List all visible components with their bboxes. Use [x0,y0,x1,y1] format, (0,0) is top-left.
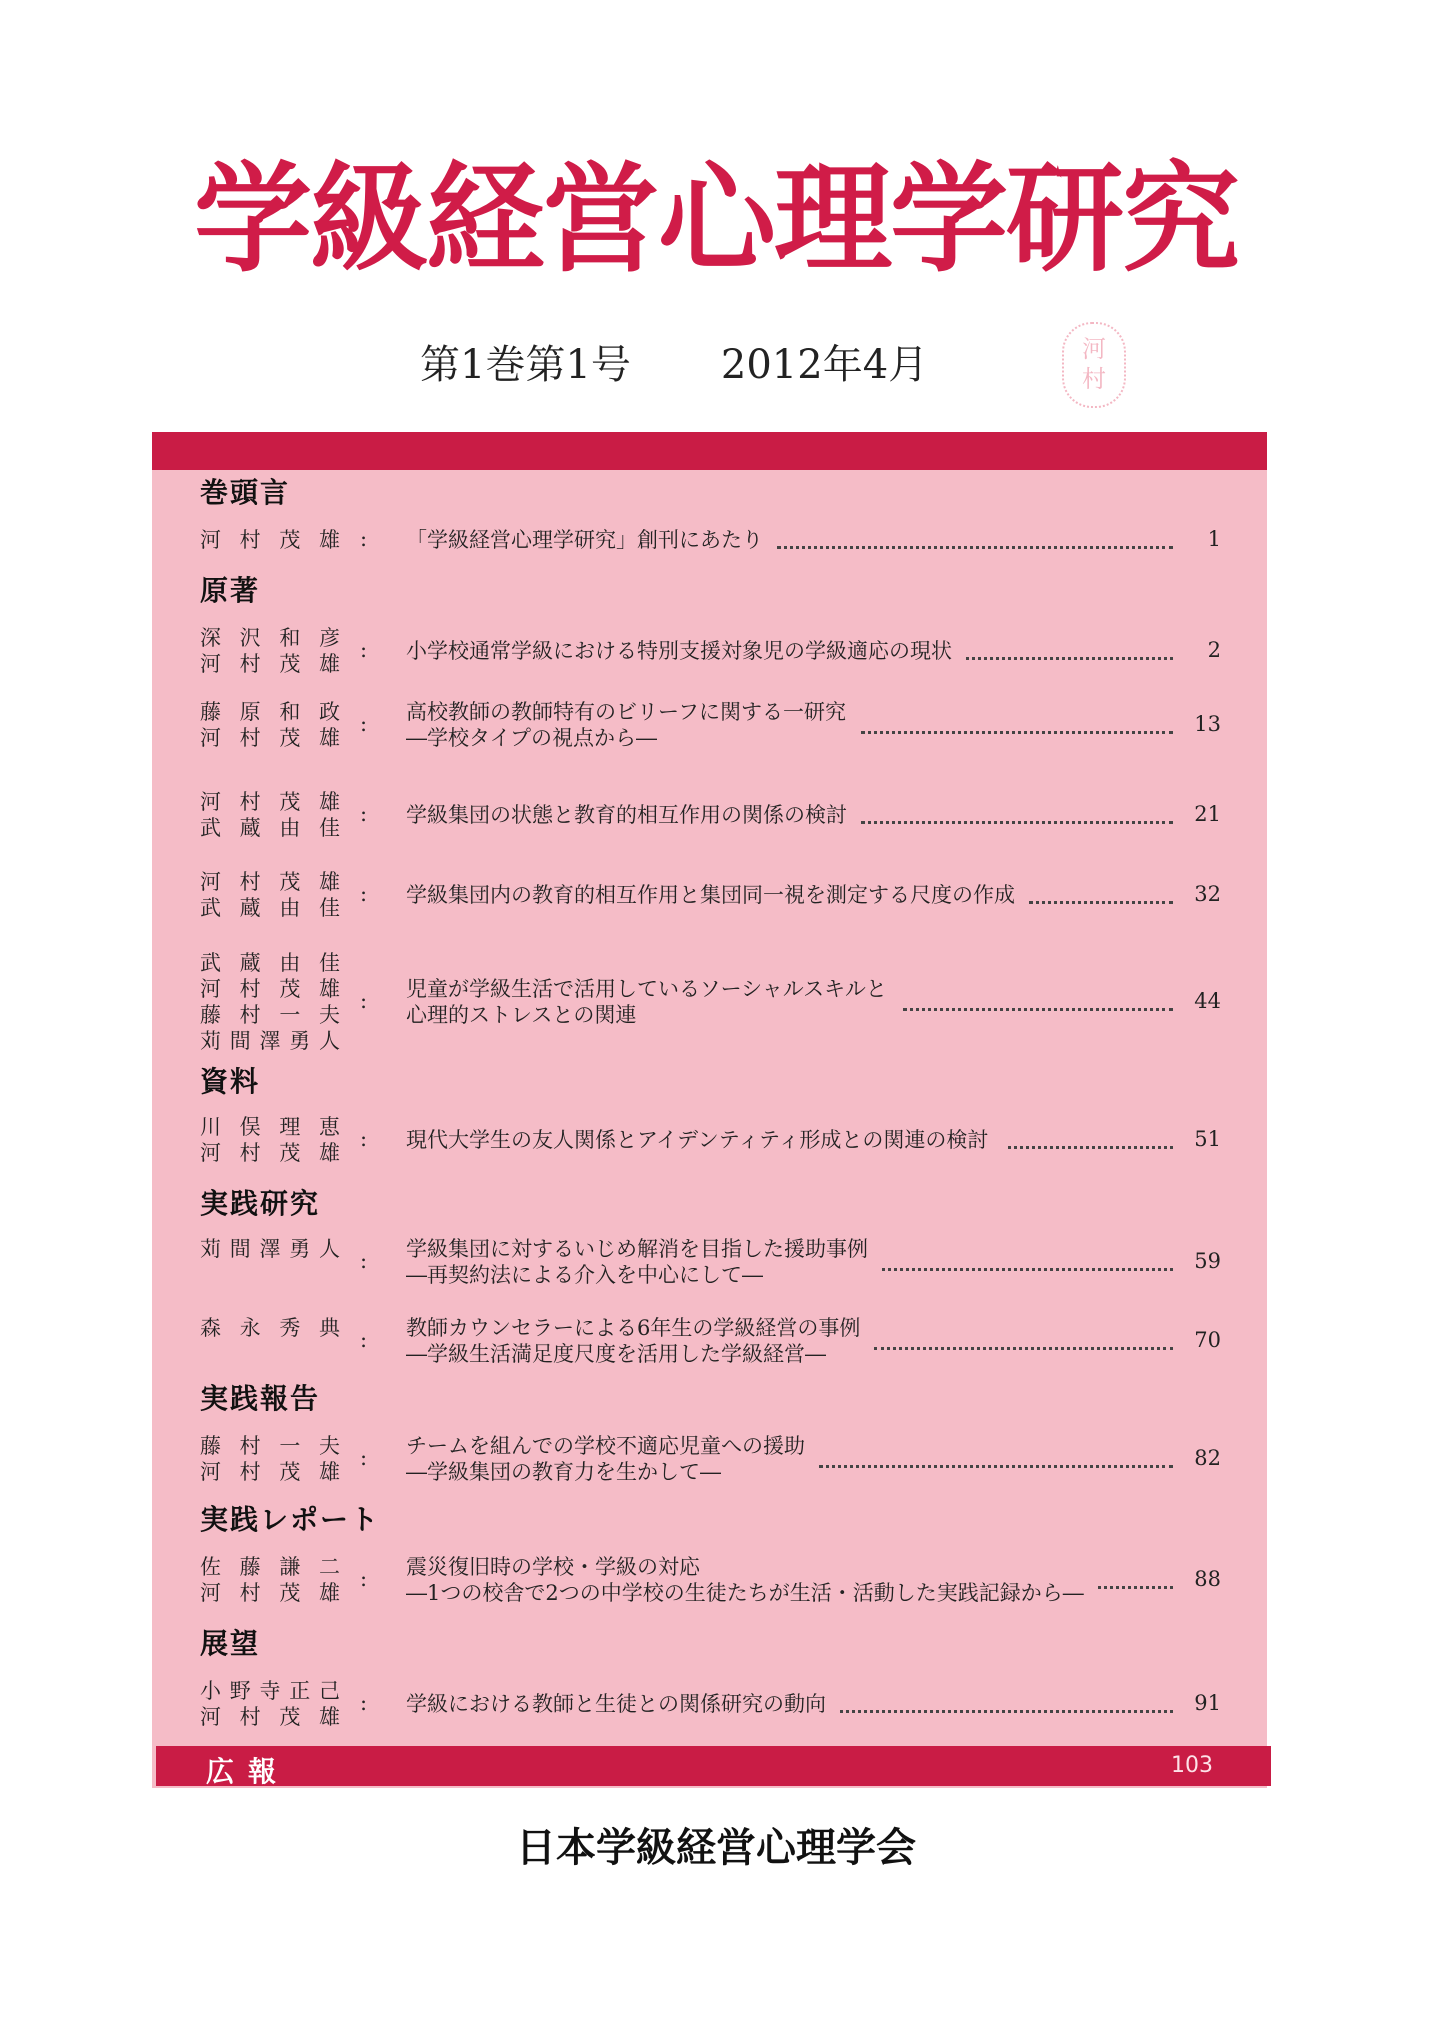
volume-issue: 第1巻第1号 [420,342,631,388]
page-number: 2 [1207,638,1221,662]
author-colon: : [360,1249,368,1273]
title-line: 現代大学生の友人関係とアイデンティティ形成との関連の検討 [406,1128,989,1152]
author-name: 武 蔵 由 佳 [200,896,340,920]
author-colon: : [360,1127,368,1151]
entry-authors [200,1678,340,1730]
author-colon: : [360,989,368,1013]
author-name: 河 村 茂 雄 [200,1705,340,1729]
author-name: 武 蔵 由 佳 [200,951,340,975]
seal-stamp [1062,322,1126,408]
leader-dots [840,1710,1173,1713]
title-line: 児童が学級生活で活用しているソーシャルスキルと [406,977,887,1001]
leader-dots [777,546,1173,549]
toc-entry[interactable] [152,1554,1267,1606]
entry-authors [200,1554,340,1606]
leader-dots [1008,1146,1173,1149]
leader-dots [861,821,1173,824]
entry-title [406,638,952,664]
page-number: 21 [1194,802,1221,826]
entry-title [406,1691,826,1717]
toc-top-bar [152,432,1267,470]
page-number: 44 [1194,989,1221,1013]
toc-footer-bar [156,1746,1271,1786]
page-number: 91 [1194,1691,1221,1715]
title-line: チームを組んでの学校不適応児童への援助 [406,1434,805,1458]
toc-entry[interactable] [152,950,1267,1054]
entry-authors [200,789,340,841]
toc-entry[interactable] [152,1433,1267,1485]
leader-dots [861,731,1173,734]
entry-title [406,699,846,751]
title-line: ―学校タイプの視点から― [406,726,657,750]
entry-authors [200,1315,340,1341]
page-number: 70 [1194,1328,1221,1352]
seal-char: 村 [1082,365,1106,393]
title-line: ―学級集団の教育力を生かして― [406,1460,721,1484]
page-number: 59 [1194,1249,1221,1273]
toc-entry[interactable] [152,1236,1267,1288]
author-name: 河 村 茂 雄 [200,1460,340,1484]
title-line: 小学校通常学級における特別支援対象児の学級適応の現状 [406,639,952,663]
entry-title [406,527,763,553]
author-name: 河 村 茂 雄 [200,870,340,894]
entry-title [406,802,847,828]
author-name: 深 沢 和 彦 [200,626,340,650]
entry-title [406,882,1015,908]
author-name: 苅 間 澤 勇 人 [200,1237,340,1261]
leader-dots [819,1465,1173,1468]
entry-title [406,1315,860,1367]
author-colon: : [360,1691,368,1715]
title-line: ―学級生活満足度尺度を活用した学級経営― [406,1342,826,1366]
section-heading: 巻頭言 [200,476,291,509]
page-number: 51 [1194,1127,1221,1151]
author-name: 武 蔵 由 佳 [200,816,340,840]
toc-entry[interactable] [152,625,1267,677]
author-name: 河 村 茂 雄 [200,977,340,1001]
author-name: 河 村 茂 雄 [200,726,340,750]
author-name: 河 村 茂 雄 [200,790,340,814]
page-number: 32 [1194,882,1221,906]
entry-title [406,976,887,1028]
section-heading: 資料 [200,1065,261,1098]
entry-title [406,1433,805,1485]
author-name: 森 永 秀 典 [200,1316,340,1340]
issue-line [420,342,1018,388]
leader-dots [874,1347,1173,1350]
entry-title [406,1127,988,1153]
entry-authors [200,1236,340,1262]
entry-title [406,1554,1084,1606]
section-heading: 実践研究 [200,1187,321,1220]
section-heading: 原著 [200,574,261,607]
footer-label: 広報 [206,1755,291,1788]
title-line: ―1つの校舎で2つの中学校の生徒たちが生活・活動した実践記録から― [406,1581,1084,1605]
entry-authors [200,625,340,677]
entry-title [406,1236,868,1288]
toc-entry[interactable] [152,1114,1267,1166]
title-line: 学級における教師と生徒との関係研究の動向 [406,1692,826,1716]
page-number: 82 [1194,1446,1221,1470]
author-name: 藤 村 一 夫 [200,1434,340,1458]
toc-entry[interactable] [152,789,1267,841]
toc-entry[interactable] [152,869,1267,921]
entry-authors [200,699,340,751]
title-line: 震災復旧時の学校・学級の対応 [406,1555,700,1579]
title-line: 高校教師の教師特有のビリーフに関する一研究 [406,700,846,724]
toc-entry[interactable] [152,1315,1267,1367]
entry-authors [200,527,340,553]
title-line: 学級集団に対するいじめ解消を目指した援助事例 [406,1237,868,1261]
section-heading: 実践報告 [200,1382,321,1415]
author-name: 藤 原 和 政 [200,700,340,724]
toc-entry[interactable] [152,527,1267,553]
author-colon: : [360,802,368,826]
entry-authors [200,1114,340,1166]
journal-title: 学級経営心理学研究 [193,150,1238,288]
author-name: 河 村 茂 雄 [200,652,340,676]
leader-dots [903,1008,1173,1011]
author-name: 河 村 茂 雄 [200,1581,340,1605]
leader-dots [882,1268,1173,1271]
section-heading: 実践レポート [200,1503,381,1536]
author-name: 河 村 茂 雄 [200,528,340,552]
title-line: 学級集団の状態と教育的相互作用の関係の検討 [406,803,847,827]
leader-dots [966,657,1173,660]
toc-entry[interactable] [152,1678,1267,1730]
author-colon: : [360,638,368,662]
page-number: 13 [1194,712,1221,736]
issue-date: 2012年4月 [720,342,929,388]
entry-authors [200,1433,340,1485]
entry-authors [200,950,340,1054]
title-line: ―再契約法による介入を中心にして― [406,1263,763,1287]
author-name: 河 村 茂 雄 [200,1141,340,1165]
table-of-contents [152,432,1267,1788]
toc-entry[interactable] [152,699,1267,751]
leader-dots [1098,1586,1173,1589]
author-colon: : [360,1567,368,1591]
author-colon: : [360,882,368,906]
author-name: 苅 間 澤 勇 人 [200,1029,340,1053]
page-number: 1 [1207,527,1221,551]
author-name: 佐 藤 謙 二 [200,1555,340,1579]
author-name: 川 俣 理 恵 [200,1115,340,1139]
title-line: 学級集団内の教育的相互作用と集団同一視を測定する尺度の作成 [406,883,1015,907]
author-name: 藤 村 一 夫 [200,1003,340,1027]
publisher-name: 日本学級経営心理学会 [516,1825,916,1871]
leader-dots [1029,901,1173,904]
author-name: 小 野 寺 正 己 [200,1679,340,1703]
section-heading: 展望 [200,1627,261,1660]
seal-char: 河 [1082,335,1106,363]
title-line: 心理的ストレスとの関連 [406,1003,637,1027]
footer-page-number: 103 [1171,1753,1213,1778]
author-colon: : [360,712,368,736]
title-line: 教師カウンセラーによる6年生の学級経営の事例 [406,1316,861,1340]
author-colon: : [360,1446,368,1470]
author-colon: : [360,1328,368,1352]
author-colon: : [360,527,368,551]
page-number: 88 [1194,1567,1221,1591]
title-line: 「学級経営心理学研究」創刊にあたり [406,528,763,552]
entry-authors [200,869,340,921]
